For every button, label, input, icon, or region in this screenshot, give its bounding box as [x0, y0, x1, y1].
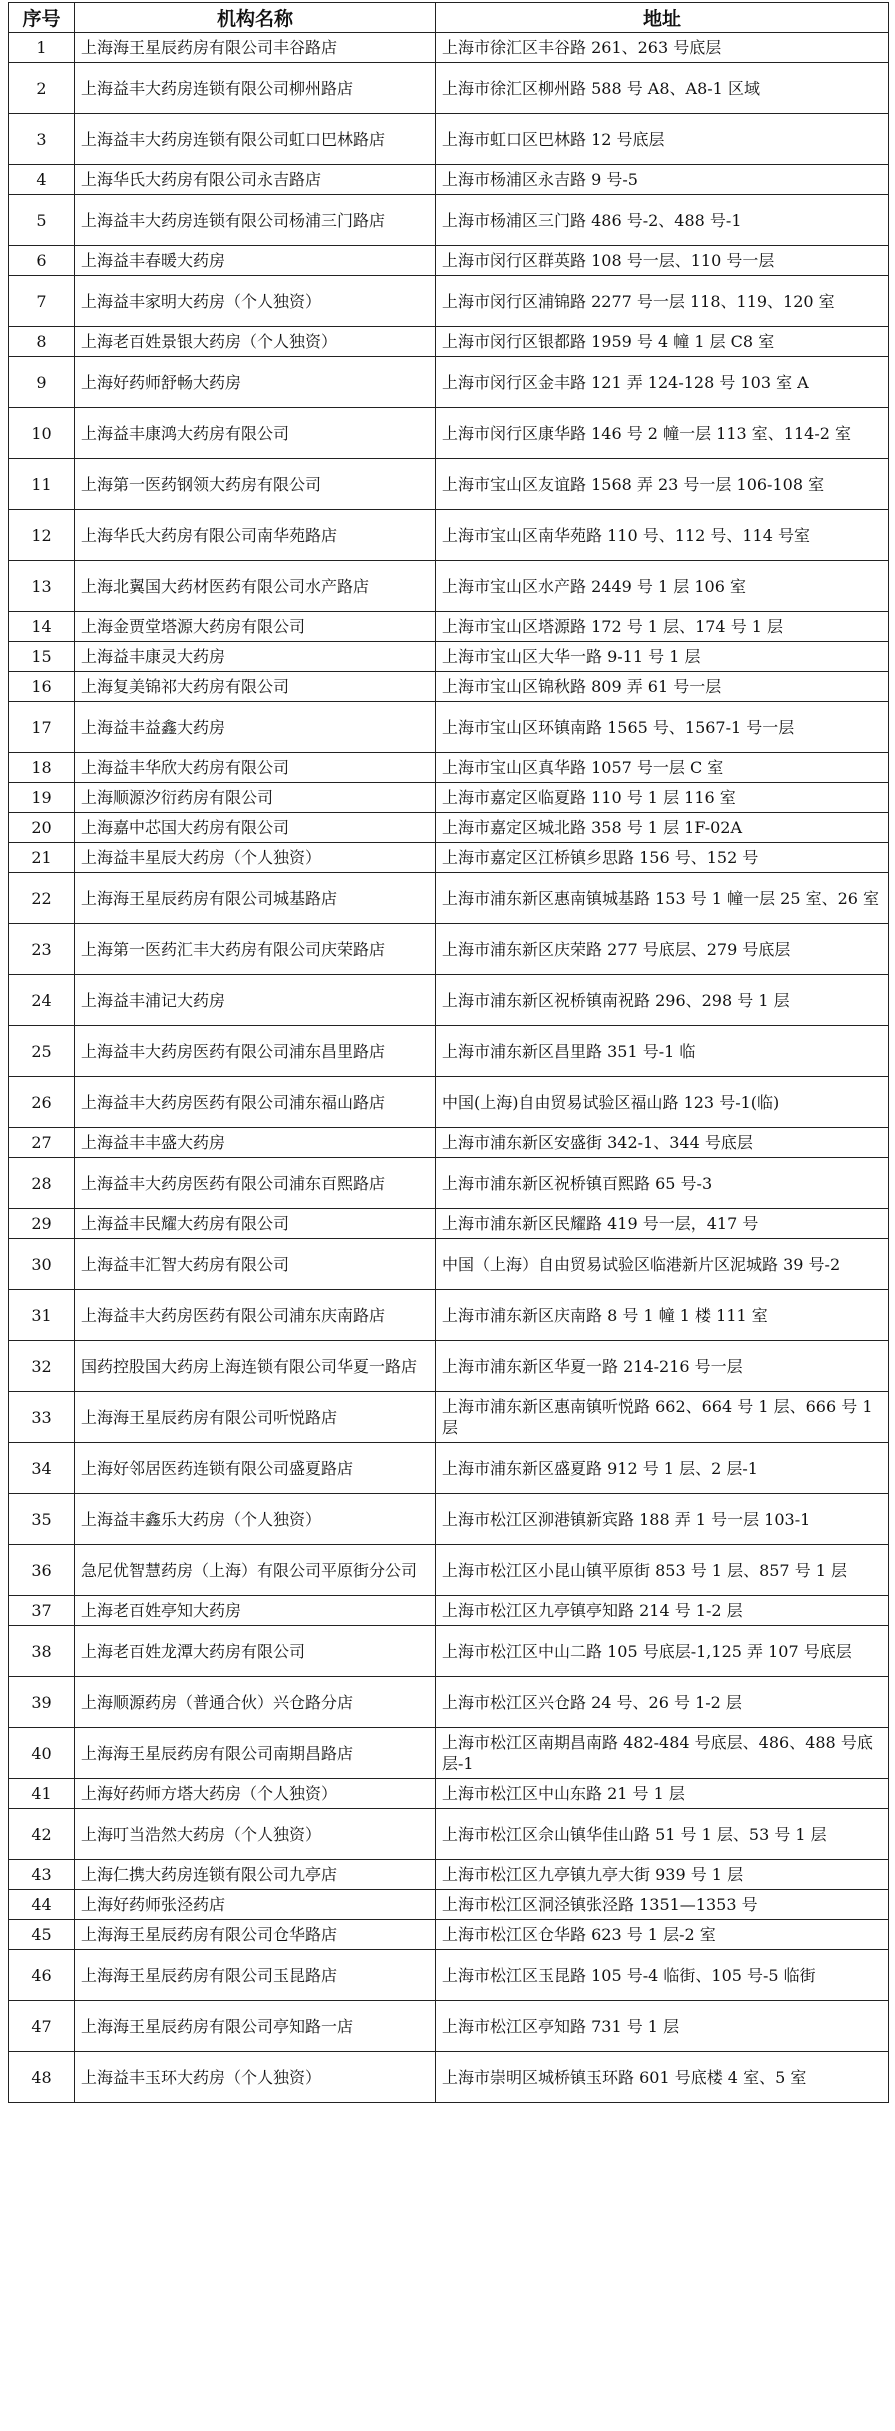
cell-name: 上海益丰鑫乐大药房（个人独资） [75, 1494, 436, 1545]
table-row [9, 1494, 889, 1545]
cell-name: 上海益丰康鸿大药房有限公司 [75, 408, 436, 459]
cell-no: 40 [9, 1728, 75, 1779]
cell-address: 上海市浦东新区惠南镇听悦路 662、664 号 1 层、666 号 1 层 [436, 1392, 889, 1443]
cell-no: 3 [9, 114, 75, 165]
cell-name: 上海华氏大药房有限公司永吉路店 [75, 165, 436, 195]
cell-address: 中国（上海）自由贸易试验区临港新片区泥城路 39 号-2 [436, 1239, 889, 1290]
cell-no: 11 [9, 459, 75, 510]
table-row [9, 1077, 889, 1128]
table-row [9, 1545, 889, 1596]
table-row [9, 1209, 889, 1239]
cell-name: 上海海王星辰药房有限公司听悦路店 [75, 1392, 436, 1443]
table-row [9, 1239, 889, 1290]
cell-name: 上海好药师方塔大药房（个人独资） [75, 1779, 436, 1809]
cell-address: 上海市杨浦区永吉路 9 号-5 [436, 165, 889, 195]
cell-no: 28 [9, 1158, 75, 1209]
cell-address: 上海市闵行区银都路 1959 号 4 幢 1 层 C8 室 [436, 327, 889, 357]
cell-name: 上海益丰大药房连锁有限公司虹口巴林路店 [75, 114, 436, 165]
cell-name: 上海益丰民耀大药房有限公司 [75, 1209, 436, 1239]
cell-name: 上海海王星辰药房有限公司城基路店 [75, 873, 436, 924]
cell-no: 33 [9, 1392, 75, 1443]
cell-name: 上海华氏大药房有限公司南华苑路店 [75, 510, 436, 561]
cell-no: 29 [9, 1209, 75, 1239]
table-row [9, 1890, 889, 1920]
table-row [9, 1920, 889, 1950]
cell-address: 上海市杨浦区三门路 486 号-2、488 号-1 [436, 195, 889, 246]
cell-address: 上海市浦东新区安盛街 342-1、344 号底层 [436, 1128, 889, 1158]
cell-address: 上海市松江区兴仓路 24 号、26 号 1-2 层 [436, 1677, 889, 1728]
table-row [9, 195, 889, 246]
cell-address: 上海市松江区中山东路 21 号 1 层 [436, 1779, 889, 1809]
cell-no: 12 [9, 510, 75, 561]
cell-address: 上海市松江区南期昌南路 482-484 号底层、486、488 号底层-1 [436, 1728, 889, 1779]
cell-no: 1 [9, 33, 75, 63]
cell-no: 47 [9, 2001, 75, 2052]
table-row [9, 1728, 889, 1779]
cell-name: 上海好邻居医药连锁有限公司盛夏路店 [75, 1443, 436, 1494]
cell-no: 35 [9, 1494, 75, 1545]
cell-name: 上海益丰星辰大药房（个人独资） [75, 843, 436, 873]
cell-name: 上海益丰康灵大药房 [75, 642, 436, 672]
cell-address: 上海市宝山区真华路 1057 号一层 C 室 [436, 753, 889, 783]
cell-address: 上海市浦东新区昌里路 351 号-1 临 [436, 1026, 889, 1077]
cell-name: 上海海王星辰药房有限公司玉昆路店 [75, 1950, 436, 2001]
cell-address: 上海市松江区九亭镇九亭大街 939 号 1 层 [436, 1860, 889, 1890]
table-row [9, 2052, 889, 2103]
table-row [9, 642, 889, 672]
table-row [9, 1860, 889, 1890]
table-row [9, 165, 889, 195]
cell-address: 中国(上海)自由贸易试验区福山路 123 号-1(临) [436, 1077, 889, 1128]
cell-name: 上海益丰大药房医药有限公司浦东福山路店 [75, 1077, 436, 1128]
cell-name: 上海顺源汐衍药房有限公司 [75, 783, 436, 813]
table-row [9, 783, 889, 813]
cell-name: 国药控股国大药房上海连锁有限公司华夏一路店 [75, 1341, 436, 1392]
cell-no: 10 [9, 408, 75, 459]
table-row [9, 1158, 889, 1209]
cell-address: 上海市松江区洞泾镇张泾路 1351—1353 号 [436, 1890, 889, 1920]
cell-address: 上海市嘉定区临夏路 110 号 1 层 116 室 [436, 783, 889, 813]
cell-no: 45 [9, 1920, 75, 1950]
table-row [9, 753, 889, 783]
table-row [9, 1779, 889, 1809]
cell-name: 上海益丰丰盛大药房 [75, 1128, 436, 1158]
cell-no: 7 [9, 276, 75, 327]
cell-no: 48 [9, 2052, 75, 2103]
cell-name: 上海叮当浩然大药房（个人独资） [75, 1809, 436, 1860]
cell-name: 上海金贾堂塔源大药房有限公司 [75, 612, 436, 642]
cell-name: 上海益丰汇智大药房有限公司 [75, 1239, 436, 1290]
table-row [9, 924, 889, 975]
cell-no: 38 [9, 1626, 75, 1677]
cell-no: 17 [9, 702, 75, 753]
cell-no: 44 [9, 1890, 75, 1920]
table-row [9, 813, 889, 843]
cell-name: 上海益丰浦记大药房 [75, 975, 436, 1026]
header-address: 地址 [436, 3, 889, 33]
cell-address: 上海市松江区佘山镇华佳山路 51 号 1 层、53 号 1 层 [436, 1809, 889, 1860]
cell-name: 上海海王星辰药房有限公司南期昌路店 [75, 1728, 436, 1779]
table-row [9, 408, 889, 459]
cell-address: 上海市徐汇区柳州路 588 号 A8、A8-1 区域 [436, 63, 889, 114]
cell-name: 上海益丰华欣大药房有限公司 [75, 753, 436, 783]
table-row [9, 327, 889, 357]
header-no: 序号 [9, 3, 75, 33]
cell-no: 20 [9, 813, 75, 843]
table-row [9, 1596, 889, 1626]
cell-address: 上海市嘉定区江桥镇乡思路 156 号、152 号 [436, 843, 889, 873]
table-row [9, 510, 889, 561]
cell-no: 16 [9, 672, 75, 702]
cell-name: 上海第一医药汇丰大药房有限公司庆荣路店 [75, 924, 436, 975]
cell-name: 上海复美锦祁大药房有限公司 [75, 672, 436, 702]
cell-no: 6 [9, 246, 75, 276]
table-row [9, 33, 889, 63]
cell-name: 急尼优智慧药房（上海）有限公司平原街分公司 [75, 1545, 436, 1596]
cell-no: 41 [9, 1779, 75, 1809]
cell-name: 上海益丰家明大药房（个人独资） [75, 276, 436, 327]
cell-address: 上海市浦东新区祝桥镇南祝路 296、298 号 1 层 [436, 975, 889, 1026]
cell-address: 上海市浦东新区庆荣路 277 号底层、279 号底层 [436, 924, 889, 975]
cell-name: 上海嘉中芯国大药房有限公司 [75, 813, 436, 843]
cell-no: 39 [9, 1677, 75, 1728]
cell-name: 上海老百姓龙潭大药房有限公司 [75, 1626, 436, 1677]
cell-no: 19 [9, 783, 75, 813]
cell-address: 上海市崇明区城桥镇玉环路 601 号底楼 4 室、5 室 [436, 2052, 889, 2103]
table-row [9, 2001, 889, 2052]
cell-address: 上海市浦东新区民耀路 419 号一层，417 号 [436, 1209, 889, 1239]
cell-name: 上海老百姓景银大药房（个人独资） [75, 327, 436, 357]
table-row [9, 1290, 889, 1341]
table-row [9, 702, 889, 753]
cell-address: 上海市宝山区友谊路 1568 弄 23 号一层 106-108 室 [436, 459, 889, 510]
table-row [9, 1677, 889, 1728]
cell-no: 34 [9, 1443, 75, 1494]
cell-name: 上海北翼国大药材医药有限公司水产路店 [75, 561, 436, 612]
cell-no: 23 [9, 924, 75, 975]
cell-address: 上海市宝山区锦秋路 809 弄 61 号一层 [436, 672, 889, 702]
cell-name: 上海益丰大药房医药有限公司浦东百熙路店 [75, 1158, 436, 1209]
cell-name: 上海海王星辰药房有限公司丰谷路店 [75, 33, 436, 63]
table-row [9, 672, 889, 702]
cell-no: 43 [9, 1860, 75, 1890]
cell-address: 上海市徐汇区丰谷路 261、263 号底层 [436, 33, 889, 63]
cell-no: 25 [9, 1026, 75, 1077]
cell-name: 上海海王星辰药房有限公司仓华路店 [75, 1920, 436, 1950]
cell-address: 上海市浦东新区华夏一路 214-216 号一层 [436, 1341, 889, 1392]
table-row [9, 1950, 889, 2001]
cell-address: 上海市浦东新区祝桥镇百熙路 65 号-3 [436, 1158, 889, 1209]
cell-no: 8 [9, 327, 75, 357]
cell-no: 31 [9, 1290, 75, 1341]
cell-address: 上海市松江区仓华路 623 号 1 层-2 室 [436, 1920, 889, 1950]
cell-address: 上海市松江区小昆山镇平原街 853 号 1 层、857 号 1 层 [436, 1545, 889, 1596]
table-row [9, 1392, 889, 1443]
table-row [9, 114, 889, 165]
cell-no: 2 [9, 63, 75, 114]
table-row [9, 1443, 889, 1494]
cell-address: 上海市闵行区群英路 108 号一层、110 号一层 [436, 246, 889, 276]
table-row [9, 1026, 889, 1077]
header-name: 机构名称 [75, 3, 436, 33]
cell-address: 上海市松江区亭知路 731 号 1 层 [436, 2001, 889, 2052]
table-row [9, 357, 889, 408]
cell-name: 上海益丰玉环大药房（个人独资） [75, 2052, 436, 2103]
cell-name: 上海海王星辰药房有限公司亭知路一店 [75, 2001, 436, 2052]
cell-no: 5 [9, 195, 75, 246]
cell-address: 上海市浦东新区盛夏路 912 号 1 层、2 层-1 [436, 1443, 889, 1494]
cell-address: 上海市松江区玉昆路 105 号-4 临街、105 号-5 临街 [436, 1950, 889, 2001]
cell-address: 上海市宝山区塔源路 172 号 1 层、174 号 1 层 [436, 612, 889, 642]
cell-name: 上海益丰大药房连锁有限公司杨浦三门路店 [75, 195, 436, 246]
table-row [9, 561, 889, 612]
cell-no: 26 [9, 1077, 75, 1128]
document-page [8, 2, 888, 2103]
cell-address: 上海市闵行区浦锦路 2277 号一层 118、119、120 室 [436, 276, 889, 327]
cell-no: 32 [9, 1341, 75, 1392]
cell-address: 上海市松江区泖港镇新宾路 188 弄 1 号一层 103-1 [436, 1494, 889, 1545]
cell-address: 上海市宝山区大华一路 9-11 号 1 层 [436, 642, 889, 672]
cell-name: 上海益丰益鑫大药房 [75, 702, 436, 753]
table-row [9, 873, 889, 924]
pharmacy-table [8, 2, 889, 2103]
cell-no: 36 [9, 1545, 75, 1596]
table-row [9, 246, 889, 276]
cell-name: 上海仁携大药房连锁有限公司九亭店 [75, 1860, 436, 1890]
cell-address: 上海市宝山区水产路 2449 号 1 层 106 室 [436, 561, 889, 612]
cell-address: 上海市松江区九亭镇亭知路 214 号 1-2 层 [436, 1596, 889, 1626]
cell-name: 上海顺源药房（普通合伙）兴仓路分店 [75, 1677, 436, 1728]
cell-no: 9 [9, 357, 75, 408]
cell-address: 上海市宝山区环镇南路 1565 号、1567-1 号一层 [436, 702, 889, 753]
cell-address: 上海市宝山区南华苑路 110 号、112 号、114 号室 [436, 510, 889, 561]
cell-name: 上海益丰大药房医药有限公司浦东庆南路店 [75, 1290, 436, 1341]
table-row [9, 63, 889, 114]
table-row [9, 975, 889, 1026]
cell-no: 22 [9, 873, 75, 924]
cell-address: 上海市浦东新区庆南路 8 号 1 幢 1 楼 111 室 [436, 1290, 889, 1341]
table-row [9, 843, 889, 873]
cell-no: 27 [9, 1128, 75, 1158]
cell-no: 13 [9, 561, 75, 612]
cell-no: 42 [9, 1809, 75, 1860]
table-row [9, 1626, 889, 1677]
cell-no: 21 [9, 843, 75, 873]
table-row [9, 612, 889, 642]
cell-address: 上海市虹口区巴林路 12 号底层 [436, 114, 889, 165]
cell-no: 46 [9, 1950, 75, 2001]
cell-address: 上海市松江区中山二路 105 号底层-1,125 弄 107 号底层 [436, 1626, 889, 1677]
table-row [9, 1341, 889, 1392]
cell-name: 上海益丰春暖大药房 [75, 246, 436, 276]
cell-name: 上海第一医药钢领大药房有限公司 [75, 459, 436, 510]
cell-name: 上海好药师张泾药店 [75, 1890, 436, 1920]
cell-name: 上海老百姓亭知大药房 [75, 1596, 436, 1626]
table-body [9, 33, 889, 2103]
cell-address: 上海市浦东新区惠南镇城基路 153 号 1 幢一层 25 室、26 室 [436, 873, 889, 924]
cell-name: 上海好药师舒畅大药房 [75, 357, 436, 408]
cell-address: 上海市闵行区金丰路 121 弄 124-128 号 103 室 A [436, 357, 889, 408]
cell-no: 4 [9, 165, 75, 195]
cell-address: 上海市嘉定区城北路 358 号 1 层 1F-02A [436, 813, 889, 843]
table-row [9, 459, 889, 510]
cell-no: 14 [9, 612, 75, 642]
cell-name: 上海益丰大药房连锁有限公司柳州路店 [75, 63, 436, 114]
cell-no: 37 [9, 1596, 75, 1626]
cell-name: 上海益丰大药房医药有限公司浦东昌里路店 [75, 1026, 436, 1077]
cell-no: 18 [9, 753, 75, 783]
cell-no: 30 [9, 1239, 75, 1290]
table-row [9, 276, 889, 327]
cell-no: 15 [9, 642, 75, 672]
table-header-row [9, 3, 889, 33]
table-row [9, 1128, 889, 1158]
table-row [9, 1809, 889, 1860]
cell-address: 上海市闵行区康华路 146 号 2 幢一层 113 室、114-2 室 [436, 408, 889, 459]
cell-no: 24 [9, 975, 75, 1026]
